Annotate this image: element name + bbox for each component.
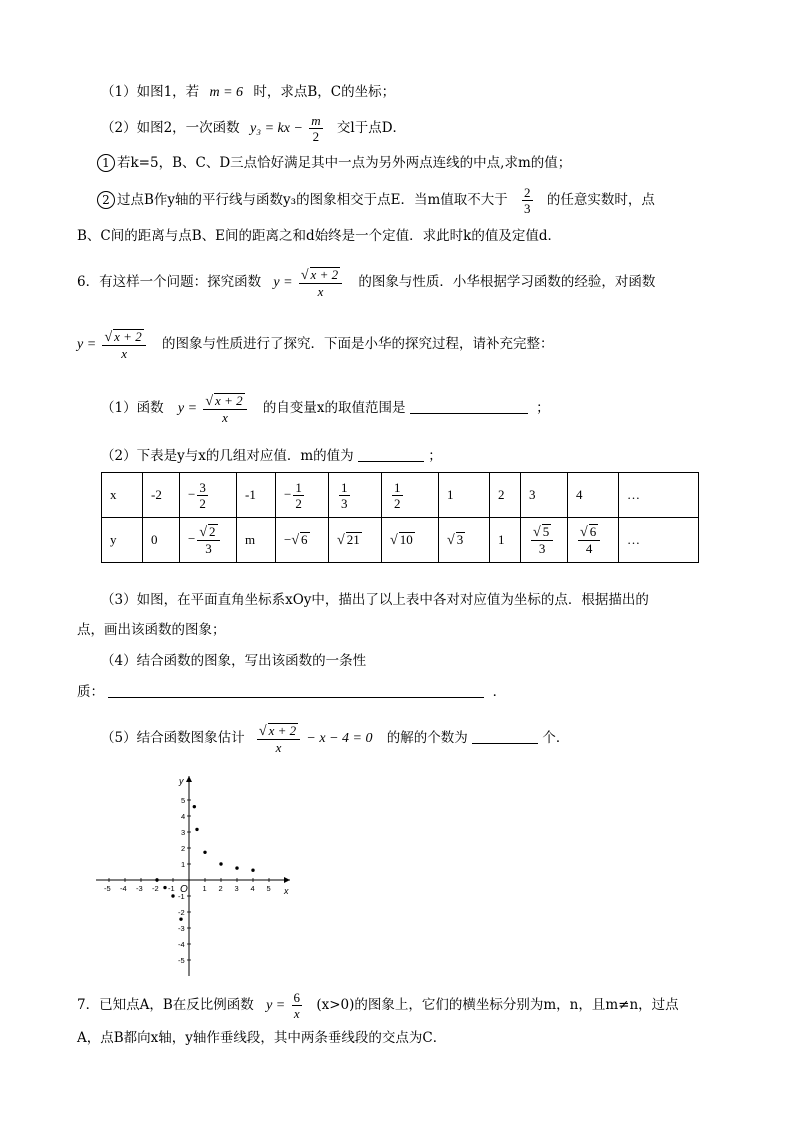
data-point bbox=[163, 886, 166, 889]
table-row-y bbox=[102, 518, 699, 563]
q6-part4-line1: （4）结合函数的图象，写出该函数的一条性 bbox=[101, 653, 367, 669]
y-tick-label: 2 bbox=[181, 844, 186, 853]
data-point bbox=[193, 805, 196, 808]
x-tick-label: 5 bbox=[266, 884, 271, 893]
q5-part2: （2）如图2，一次函数 y₃ = kx − $\frac{m}{2}$ 交l于点D． bbox=[101, 113, 407, 144]
data-point bbox=[171, 894, 174, 897]
table-cell: √ 3 bbox=[439, 518, 490, 563]
circled-number-2: 2 bbox=[97, 191, 115, 209]
y-tick-label: -3 bbox=[178, 924, 185, 933]
x-tick-label: 3 bbox=[234, 884, 239, 893]
q7-line1: 7．已知点A，B在反比例函数 y = $\frac{6}{x}$ (x>0)的图象上，它们的横坐标分别为m，n，且m≠n，过点 bbox=[77, 990, 679, 1021]
table-header-y: y bbox=[102, 518, 143, 563]
table-cell: 2 bbox=[490, 473, 521, 518]
table-cell: $\frac{1}{2}$ bbox=[382, 473, 439, 518]
table-header-x: x bbox=[102, 473, 143, 518]
table-cell: √ 21 bbox=[329, 518, 382, 563]
answer-blank-solutions[interactable] bbox=[472, 729, 538, 744]
table-cell: − $\frac{3}{2}$ bbox=[180, 473, 237, 518]
q5-part1-math: m = 6 bbox=[209, 85, 244, 100]
q7-line2: A，点B都向x轴，y轴作垂线段，其中两条垂线段的交点为C． bbox=[77, 1030, 447, 1046]
table-cell: m bbox=[237, 518, 276, 563]
q6-part5: （5）结合函数图象估计 $\frac{√ x + 2}{x}$ − x − 4 = 0 的解的个数为 个． bbox=[101, 722, 570, 755]
answer-blank-m[interactable] bbox=[358, 447, 424, 462]
x-tick-label: 1 bbox=[202, 884, 207, 893]
y-axis-label: y bbox=[179, 776, 184, 786]
coordinate-graph bbox=[90, 772, 300, 982]
data-point bbox=[219, 862, 222, 865]
q5-subpart2-line2: B、C间的距离与点B、E间的距离之和d始终是一个定值．求此时k的值及定值d． bbox=[77, 228, 561, 244]
q7-function-fraction: $\frac{6}{x}$ bbox=[293, 990, 301, 1021]
q6-function-fraction: $\frac{√ x + 2}{x}$ bbox=[299, 267, 342, 299]
q5-subpart1: 1 若k=5，B、C、D三点恰好满足其中一点为另外两点连线的中点,求m的值； bbox=[97, 153, 571, 173]
x-tick-label: -3 bbox=[136, 884, 143, 893]
data-point bbox=[179, 917, 182, 920]
q6-part3-line2: 点，画出该函数的图象； bbox=[77, 622, 226, 638]
y-axis-arrow bbox=[186, 776, 192, 782]
y-tick-label: 4 bbox=[181, 812, 186, 821]
y-tick-label: 5 bbox=[181, 796, 186, 805]
table-cell: −√ 6 bbox=[276, 518, 329, 563]
table-cell: … bbox=[619, 473, 699, 518]
table-cell: − $\frac{√ 2}{3}$ bbox=[180, 518, 237, 563]
data-point bbox=[195, 828, 198, 831]
table-cell: -1 bbox=[237, 473, 276, 518]
value-table bbox=[101, 472, 699, 563]
table-cell: 3 bbox=[521, 473, 568, 518]
table-cell: $\frac{√ 5}{3}$ bbox=[521, 518, 568, 563]
q6-intro-line2: y = $\frac{√ x + 2}{x}$ 的图象与性质进行了探究．下面是小华的探究过程，请补充完整： bbox=[77, 328, 554, 361]
y-tick-label: -1 bbox=[178, 892, 185, 901]
x-tick-label: 2 bbox=[218, 884, 223, 893]
table-cell: $\frac{1}{3}$ bbox=[329, 473, 382, 518]
x-tick-label: -5 bbox=[104, 884, 111, 893]
table-cell: 1 bbox=[490, 518, 521, 563]
q5-subpart2: 2 过点B作y轴的平行线与函数y₃的图象相交于点E．当m值取不大于 $\frac{2}{3}$ 的任意实数时，点 bbox=[97, 183, 655, 217]
table-cell: 4 bbox=[568, 473, 619, 518]
x-tick-label: -1 bbox=[168, 884, 175, 893]
x-tick-label: 4 bbox=[250, 884, 255, 893]
q6-part3-line1: （3）如图，在平面直角坐标系xOy中，描出了以上表中各对对应值为坐标的点．根据描出的 bbox=[101, 592, 649, 608]
q5-part1: （1）如图1，若 m = 6 时，求点B，C的坐标； bbox=[101, 84, 396, 100]
q6-intro: 6．有这样一个问题：探究函数 y = $\frac{√ x + 2}{x}$ 的图象与性质．小华根据学习函数的经验，对函数 bbox=[77, 266, 656, 299]
q6-part1-fraction: $\frac{√ x + 2}{x}$ bbox=[203, 393, 246, 425]
data-point bbox=[235, 866, 238, 869]
y-tick-label: -2 bbox=[178, 908, 185, 917]
y-tick-label: -4 bbox=[178, 940, 185, 949]
y-tick-label: -5 bbox=[178, 956, 185, 965]
table-cell: $\frac{√ 6}{4}$ bbox=[568, 518, 619, 563]
q6-function-fraction-2: $\frac{√ x + 2}{x}$ bbox=[102, 329, 145, 361]
x-tick-label: -2 bbox=[152, 884, 159, 893]
x-axis-label: x bbox=[284, 886, 289, 896]
table-row-x bbox=[102, 473, 699, 518]
y-tick-label: 1 bbox=[181, 860, 186, 869]
table-cell: − $\frac{1}{2}$ bbox=[276, 473, 329, 518]
circled-number-1: 1 bbox=[97, 154, 115, 172]
q5-part2-math: y₃ = kx − bbox=[249, 121, 303, 136]
data-point bbox=[155, 878, 158, 881]
origin-label: O bbox=[180, 884, 188, 895]
table-cell: 1 bbox=[439, 473, 490, 518]
q6-part5-fraction: $\frac{√ x + 2}{x}$ bbox=[257, 723, 300, 755]
data-point bbox=[203, 851, 206, 854]
q5-part2-fraction: $\frac{m}{2}$ bbox=[311, 113, 321, 144]
table-cell: 0 bbox=[143, 518, 180, 563]
q6-part1: （1）函数 y = $\frac{√ x + 2}{x}$ 的自变量x的取值范围是 ； bbox=[101, 392, 550, 425]
answer-blank-domain[interactable] bbox=[410, 399, 528, 414]
table-cell: √ 10 bbox=[382, 518, 439, 563]
q6-part2: （2）下表是y与x的几组对应值．m的值为 ； bbox=[101, 448, 442, 464]
answer-blank-property[interactable] bbox=[108, 683, 484, 698]
table-cell: -2 bbox=[143, 473, 180, 518]
table-cell: … bbox=[619, 518, 699, 563]
x-tick-label: -4 bbox=[120, 884, 127, 893]
y-tick-label: 3 bbox=[181, 828, 186, 837]
q6-part4-line2: 质： ． bbox=[77, 684, 507, 700]
q5-subpart2-fraction: $\frac{2}{3}$ bbox=[524, 185, 531, 216]
x-axis-arrow bbox=[284, 877, 290, 883]
data-point bbox=[251, 869, 254, 872]
